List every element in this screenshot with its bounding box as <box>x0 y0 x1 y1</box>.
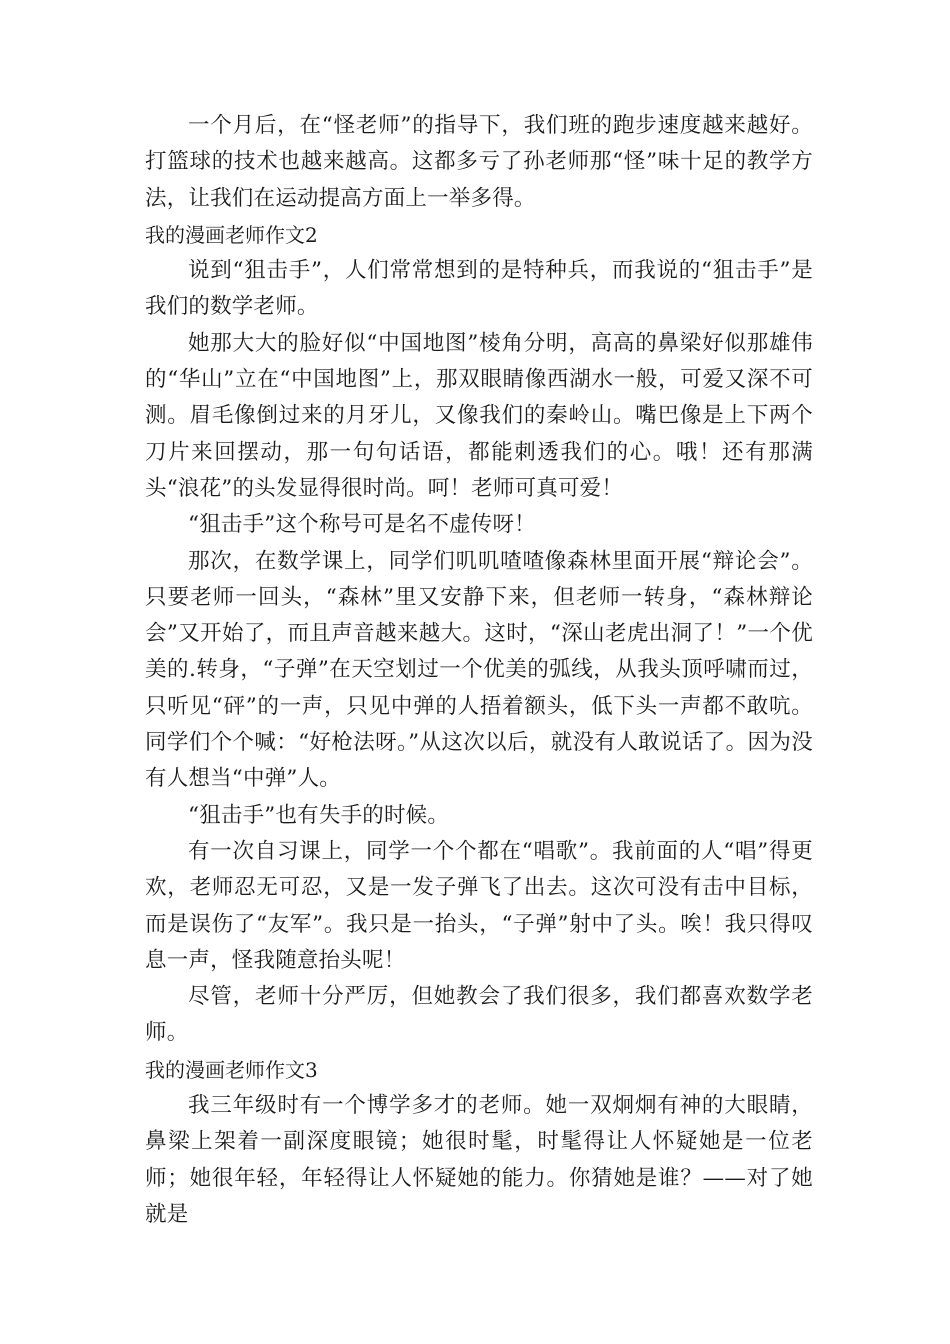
paragraph: 一个月后，在“怪老师”的指导下，我们班的跑步速度越来越好。打篮球的技术也越来越高。这都多亏了孙老师那“怪”味十足的教学方法，让我们在运动提高方面上一举多得。 <box>145 113 813 211</box>
paragraph: 说到“狙击手”，人们常常想到的是特种兵，而我说的“狙击手”是我们的数学老师。 <box>145 258 813 320</box>
section-heading: 我的漫画老师作文2 <box>145 222 318 247</box>
paragraph: 那次，在数学课上，同学们叽叽喳喳像森林里面开展“辩论会”。只要老师一回头，“森林”里又安静下来，但老师一转身，“森林辩论会”又开始了，而且声音越来越大。这时，“深山老虎出洞了！”一个优美的.转身，“子弹”在天空划过一个优美的弧线，从我头顶呼啸而过，只听见“砰”的一声，只见中弹的人捂着额头，低下头一声都不敢吭。同学们个个喊：“好枪法呀。”从这次以后，就没有人敢说话了。因为没有人想当“中弹”人。 <box>145 548 813 792</box>
section-heading: 我的漫画老师作文3 <box>145 1057 318 1082</box>
paragraph: 我三年级时有一个博学多才的老师。她一双炯炯有神的大眼睛，鼻梁上架着一副深度眼镜；她很时髦，时髦得让人怀疑她是一位老师；她很年轻，年轻得让人怀疑她的能力。你猜她是谁？——对了她就是 <box>145 1093 813 1227</box>
paragraph: “狙击手”这个称号可是名不虚传呀！ <box>188 512 536 538</box>
paragraph: 尽管，老师十分严厉，但她教会了我们很多，我们都喜欢数学老师。 <box>145 984 813 1046</box>
paragraph: “狙击手”也有失手的时候。 <box>188 802 450 828</box>
paragraph: 她那大大的脸好似“中国地图”棱角分明，高高的鼻梁好似那雄伟的“华山”立在“中国地图”上，那双眼睛像西湖水一般，可爱又深不可测。眉毛像倒过来的月牙儿，又像我们的秦岭山。嘴巴像是上下两个刀片来回摆动，那一句句话语，都能刺透我们的心。哦！还有那满头“浪花”的头发显得很时尚。呵！老师可真可爱！ <box>145 330 813 501</box>
paragraph: 有一次自习课上，同学一个个都在“唱歌”。我前面的人“唱”得更欢，老师忍无可忍，又是一发子弹飞了出去。这次可没有击中目标，而是误伤了“友军”。我只是一抬头，“子弹”射中了头。唉！我只得叹息一声，怪我随意抬头呢！ <box>145 838 813 973</box>
document-body <box>145 108 813 1233</box>
